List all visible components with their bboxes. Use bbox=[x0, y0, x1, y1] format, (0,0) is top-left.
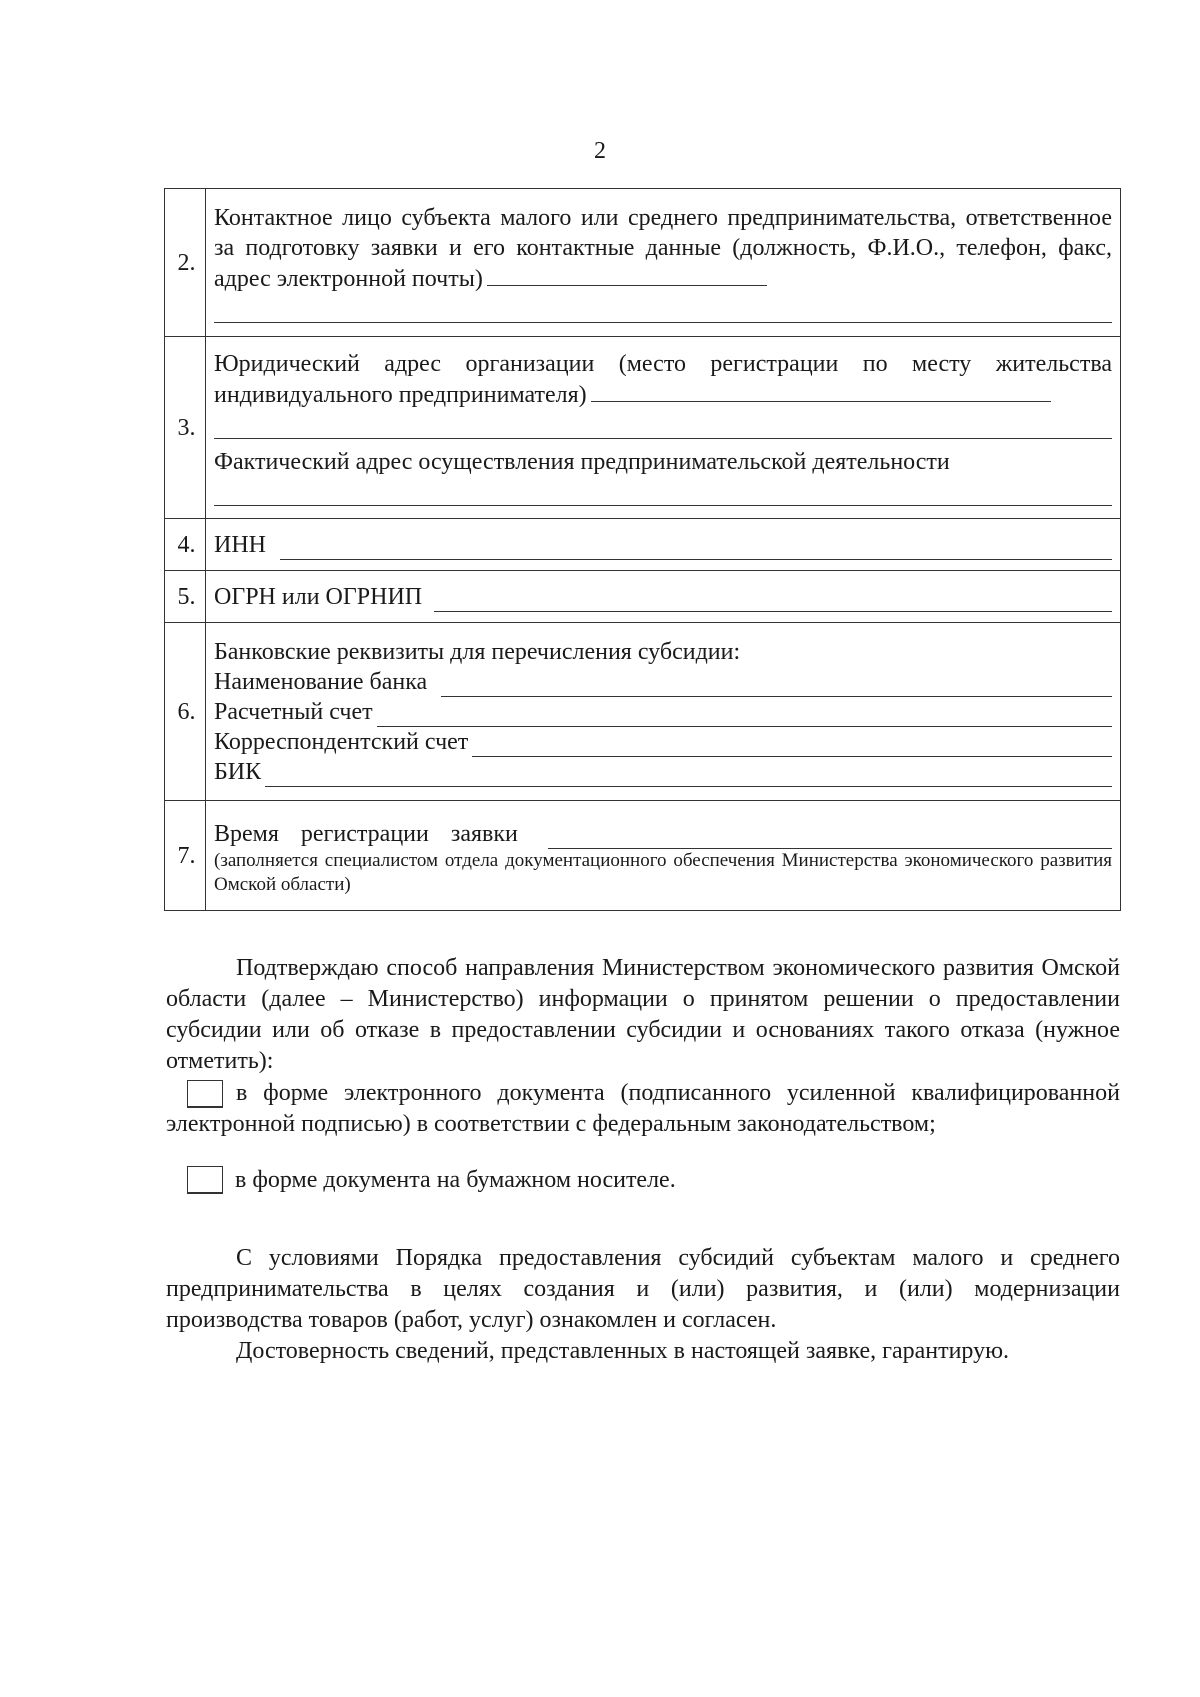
agreement-terms: С условиями Порядка предоставления субсидий субъектам малого и среднего предпринимательства в целях создания и (или) развития, и (или) модернизации производства товаров (работ, услуг) ознакомлен и согласен. bbox=[166, 1245, 1120, 1333]
row-number: 3. bbox=[165, 337, 206, 519]
table-row bbox=[165, 337, 1121, 519]
registration-time-note: (заполняется специалистом отдела документационного обеспечения Министерства экономического развития Омской области) bbox=[214, 849, 1112, 895]
table-row bbox=[165, 623, 1121, 801]
table-row bbox=[165, 519, 1121, 571]
option-paper-row bbox=[166, 1165, 1120, 1196]
row-number: 7. bbox=[165, 801, 206, 911]
inn-field[interactable] bbox=[280, 535, 1112, 560]
actual-address-field[interactable] bbox=[214, 479, 1112, 506]
bik-field[interactable] bbox=[265, 762, 1112, 787]
reliability-statement: Достоверность сведений, представленных в настоящей заявке, гарантирую. bbox=[236, 1338, 1010, 1364]
bank-name-label: Наименование банка bbox=[214, 668, 428, 695]
table-row bbox=[165, 801, 1121, 911]
row-number: 4. bbox=[165, 519, 206, 571]
confirmation-intro: Подтверждаю способ направления Министерством экономического развития Омской области (далее – Министерство) информации о принятом решении о предоставлении субсидии или об отказе в предоставлении субсидии и основаниях такого отказа (нужное отметить): bbox=[166, 955, 1120, 1074]
contact-person-label: Контактное лицо субъекта малого или среднего предпринимательства, ответственное за подготовку заявки и его контактные данные (должность, Ф.И.О., телефон, факс, адрес электронной почты) bbox=[214, 204, 1112, 292]
legal-address-field-line[interactable] bbox=[214, 412, 1112, 439]
bik-label: БИК bbox=[214, 758, 262, 785]
ogrn-field[interactable] bbox=[434, 587, 1112, 612]
row-number: 6. bbox=[165, 623, 206, 801]
registration-time-label: Время регистрации заявки bbox=[214, 820, 518, 847]
bank-details-heading: Банковские реквизиты для перечисления субсидии: bbox=[214, 638, 741, 665]
corr-account-field[interactable] bbox=[472, 732, 1112, 757]
row-number: 2. bbox=[165, 189, 206, 337]
contact-person-field[interactable] bbox=[487, 263, 767, 286]
table-row bbox=[165, 571, 1121, 623]
contact-person-field-line[interactable] bbox=[214, 296, 1112, 323]
agreement-section bbox=[166, 1243, 1120, 1367]
ogrn-label: ОГРН или ОГРНИП bbox=[214, 583, 423, 610]
bank-name-field[interactable] bbox=[441, 672, 1112, 697]
legal-address-label: Юридический адрес организации (место регистрации по месту жительства индивидуального предпринимателя) bbox=[214, 351, 1112, 408]
page-number: 2 bbox=[594, 138, 606, 164]
paper-document-checkbox[interactable] bbox=[187, 1166, 223, 1194]
account-field[interactable] bbox=[377, 702, 1112, 727]
table-row bbox=[165, 189, 1121, 337]
inn-label: ИНН bbox=[214, 531, 266, 558]
corr-account-label: Корреспондентский счет bbox=[214, 728, 469, 755]
registration-time-field[interactable] bbox=[548, 824, 1112, 849]
row-number: 5. bbox=[165, 571, 206, 623]
option-paper-text: в форме документа на бумажном носителе. bbox=[235, 1167, 676, 1193]
account-label: Расчетный счет bbox=[214, 698, 373, 725]
actual-address-label: Фактический адрес осуществления предпринимательской деятельности bbox=[214, 449, 950, 475]
application-form-table bbox=[164, 188, 1121, 911]
legal-address-field[interactable] bbox=[591, 379, 1051, 402]
option-electronic-text: в форме электронного документа (подписанного усиленной квалифицированной электронной подписью) в соответствии с федеральным законодательством; bbox=[166, 1080, 1120, 1137]
